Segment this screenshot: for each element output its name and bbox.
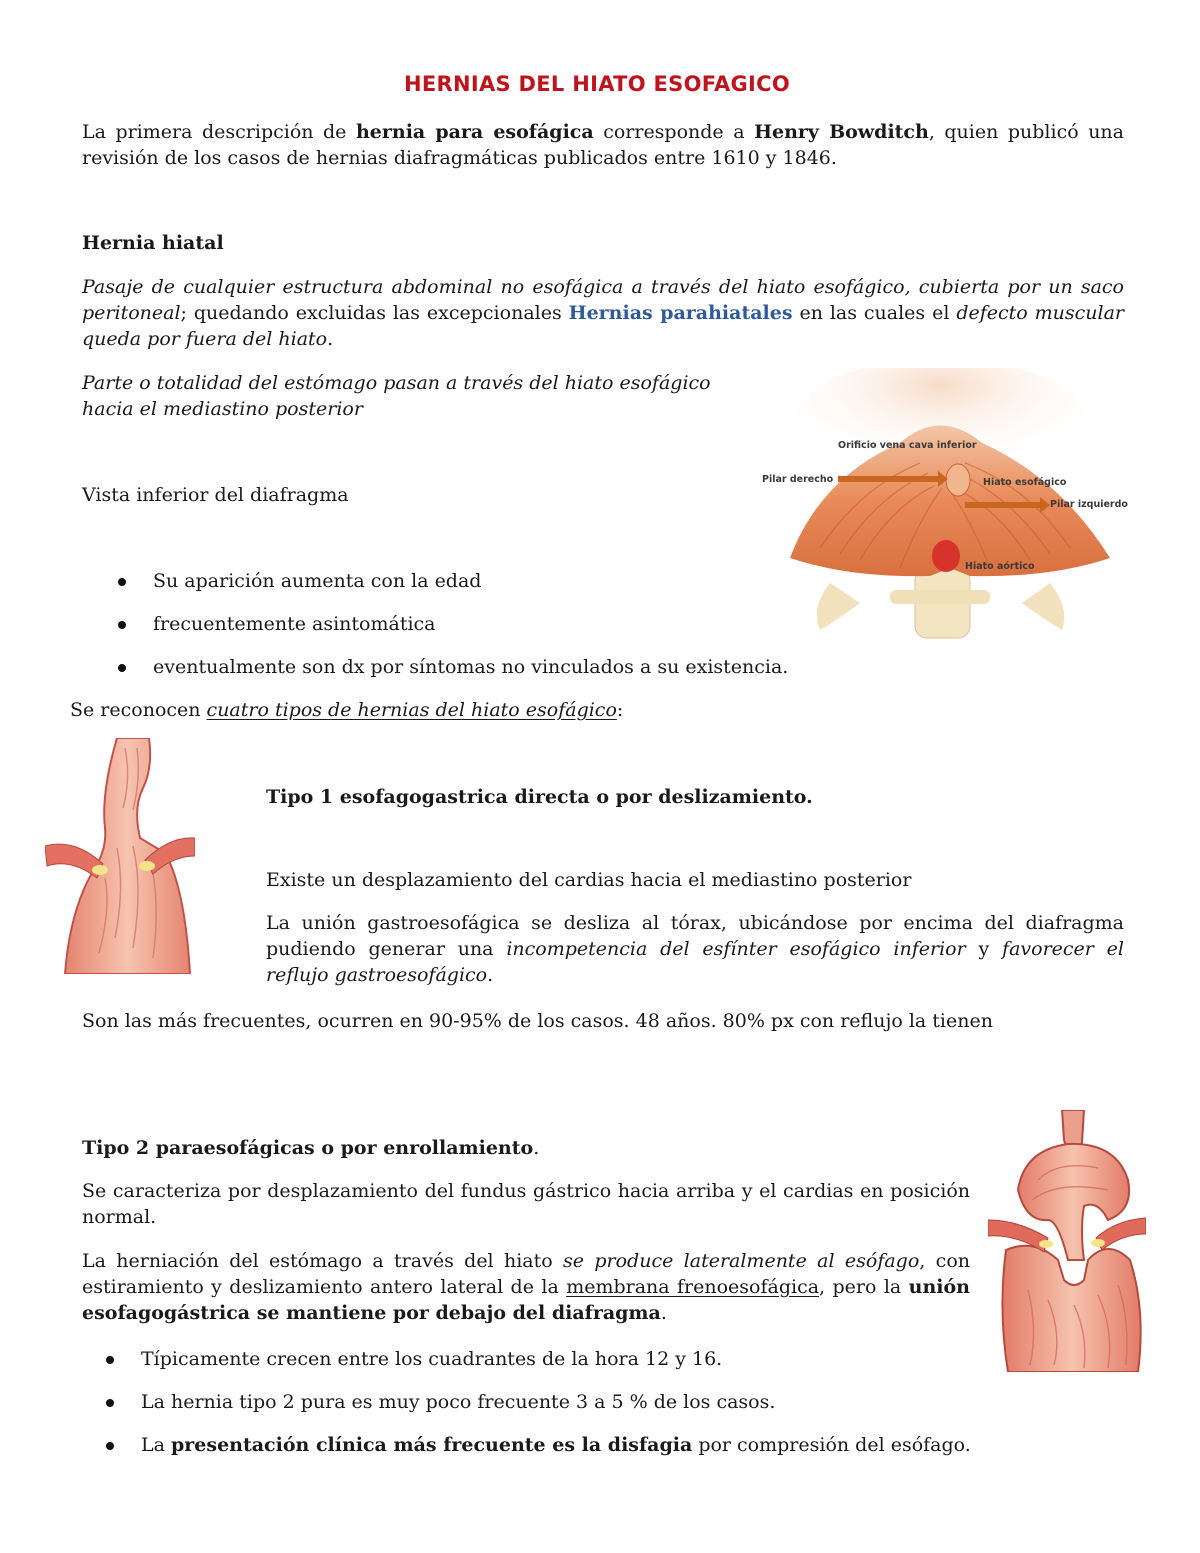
intro-text: , quien publicó una revisión de los casos de hernias diafragmáticas publicados entre 1610 y 1846.: [82, 121, 1124, 169]
tipo2-underlined: membrana frenoesofágica: [566, 1276, 820, 1298]
definition-text: ; quedando excluidas las excepcionales: [180, 302, 569, 324]
list-item-text: La: [141, 1434, 171, 1456]
label-pilar-derecho: Pilar derecho: [762, 474, 834, 485]
tipo1-text: La unión gastroesofágica se desliza al tórax, ubicándose por encima del diafragma pudiendo generar una: [266, 912, 1124, 960]
list-item: [118, 611, 818, 637]
types-intro: [70, 697, 623, 723]
list-item-bold: presentación clínica más frecuente es la disfagia: [170, 1434, 693, 1456]
bullet-icon: [118, 621, 126, 629]
list-item-text: frecuentemente asintomática: [153, 613, 436, 635]
bullet-icon: [118, 664, 126, 672]
intro-bold-term: hernia para esofágica: [355, 121, 594, 143]
list-item-text: por compresión del esófago.: [692, 1434, 971, 1456]
definition-italic: defecto muscular queda por fuera del hiato: [82, 302, 1124, 350]
intro-bold-name: Henry Bowditch: [754, 121, 929, 143]
bullet-icon: [106, 1442, 114, 1450]
tipo2-hernia-illustration: [988, 1110, 1146, 1372]
intro-text: La primera descripción de: [82, 121, 356, 143]
bullet-icon: [118, 578, 126, 586]
types-intro-text: :: [616, 699, 624, 721]
tipo2-text: La herniación del estómago a través del hiato: [82, 1250, 564, 1272]
list-item: [106, 1389, 986, 1415]
tipo2-heading-text: Tipo 2 paraesofágicas o por enrollamiento: [82, 1137, 534, 1159]
definition-italic: Pasaje de cualquier estructura abdominal no esofágica a través del hiato esofágico, cubierta por un saco peritoneal: [82, 276, 1124, 324]
label-orificio-vena-cava: Orificio vena cava inferior: [838, 440, 977, 451]
list-item: [118, 654, 818, 680]
bullet-icon: [106, 1356, 114, 1364]
list-item-text: La hernia tipo 2 pura es muy poco frecuente 3 a 5 % de los casos.: [141, 1391, 776, 1413]
definition-text: en las cuales el: [792, 302, 957, 324]
tipo2-text: , con estiramiento y deslizamiento antero lateral de la: [82, 1250, 970, 1298]
intro-text: corresponde a: [593, 121, 755, 143]
part-line-2: hacia el mediastino posterior: [82, 398, 363, 420]
types-intro-text: Se reconocen: [70, 699, 207, 721]
section-heading-tipo-2: [82, 1135, 539, 1161]
hiatal-definition: [82, 274, 1124, 352]
tipo2-text: .: [660, 1302, 667, 1324]
tipo1-paragraph-2: [266, 910, 1124, 988]
intro-paragraph: [82, 119, 1124, 171]
part-line-1: Parte o totalidad del estómago pasan a través del hiato esofágico: [82, 372, 711, 394]
tipo2-italic: se produce lateralmente al esófago: [563, 1250, 920, 1272]
tipo2-paragraph-2: [82, 1248, 970, 1326]
list-item-text: Típicamente crecen entre los cuadrantes de la hora 12 y 16.: [141, 1348, 723, 1370]
tipo2-paragraph-1: Se caracteriza por desplazamiento del fundus gástrico hacia arriba y el cardias en posición normal.: [82, 1180, 970, 1228]
tipo2-heading-dot: .: [533, 1137, 540, 1159]
list-item: [106, 1432, 986, 1458]
parahiatal-term: Hernias parahiatales: [568, 302, 793, 324]
tipo1-text: y: [965, 938, 1003, 960]
tipo1-paragraph-1: Existe un desplazamiento del cardias hacia el mediastino posterior: [266, 869, 912, 891]
list-item-text: eventualmente son dx por síntomas no vinculados a su existencia.: [153, 656, 789, 678]
diaphragm-illustration: [750, 368, 1135, 640]
tipo1-hernia-illustration: [45, 738, 195, 974]
list-item: [106, 1346, 986, 1372]
definition-text: .: [327, 328, 334, 350]
tipo2-text: , pero la: [819, 1276, 909, 1298]
tipo1-frequency: Son las más frecuentes, ocurren en 90-95% de los casos. 48 años. 80% px con reflujo la tienen: [82, 1010, 993, 1032]
label-hiato-aortico: Hiato aórtico: [965, 561, 1035, 572]
tipo2-bold: unión esofagogástrica se mantiene por debajo del diafragma: [82, 1276, 970, 1324]
vista-inferior-caption: Vista inferior del diafragma: [82, 484, 349, 506]
tipo2-bullet-list: [106, 1346, 986, 1458]
tipo1-italic: incompetencia del esfínter esofágico inferior: [506, 938, 966, 960]
section-heading-tipo-1: Tipo 1 esofagogastrica directa o por deslizamiento.: [266, 786, 813, 808]
label-pilar-izquierdo: Pilar izquierdo: [1050, 499, 1128, 510]
bullet-icon: [106, 1399, 114, 1407]
page-title: HERNIAS DEL HIATO ESOFAGICO: [403, 72, 791, 96]
list-item: [118, 568, 818, 594]
section-heading-hernia-hiatal: Hernia hiatal: [82, 232, 224, 254]
types-intro-underlined: cuatro tipos de hernias del hiato esofágico: [206, 699, 617, 721]
tipo1-italic: favorecer el reflujo gastroesofágico: [266, 938, 1124, 986]
list-item-text: Su aparición aumenta con la edad: [153, 570, 482, 592]
hiatal-bullet-list: [118, 568, 818, 680]
label-hiato-esofagico: Hiato esofágico: [983, 477, 1067, 488]
tipo1-text: .: [487, 964, 494, 986]
